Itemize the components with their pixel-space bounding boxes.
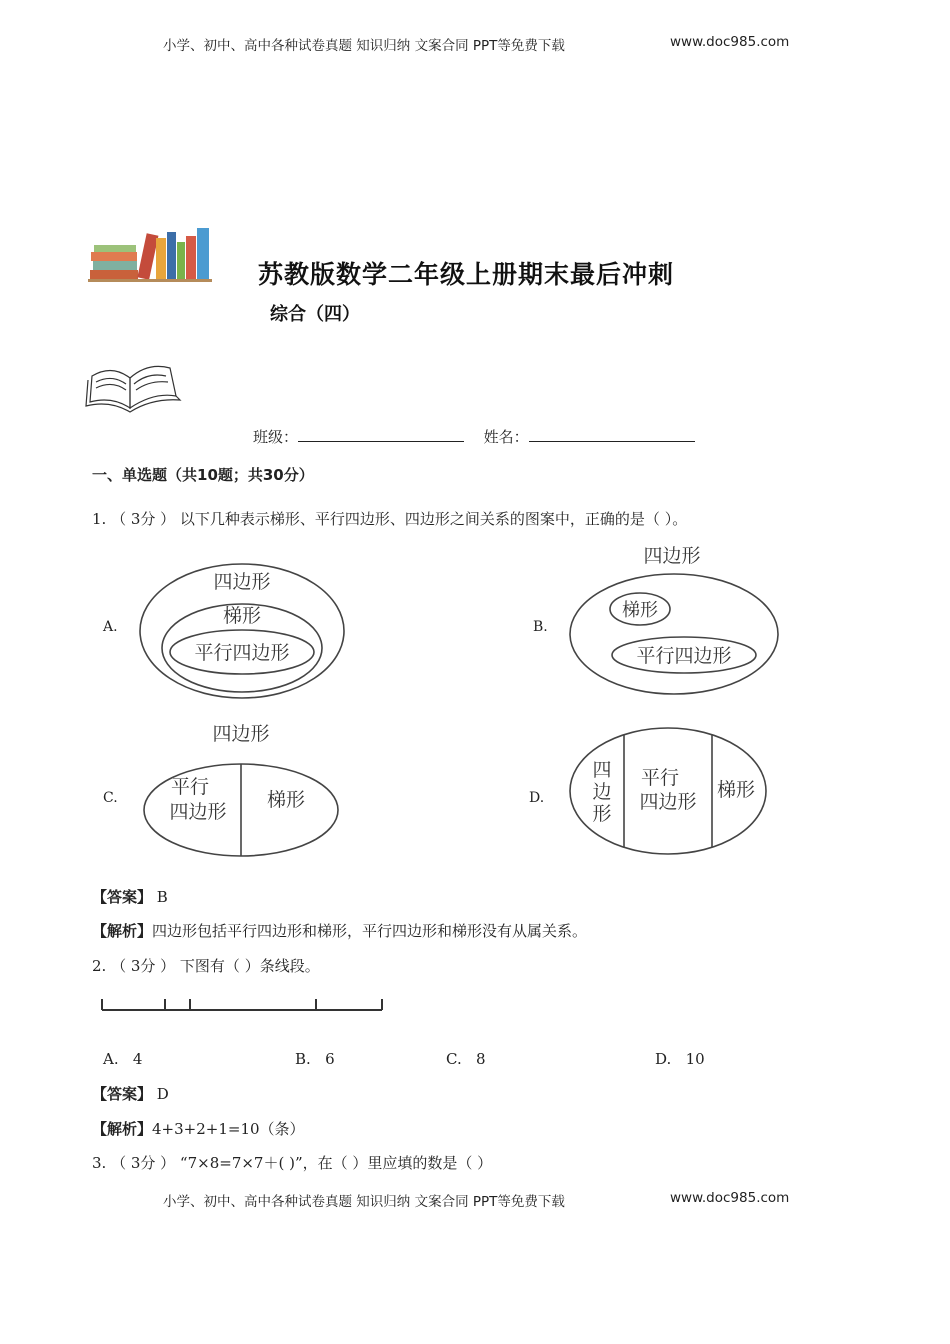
q1-option-b-diagram[interactable] [568,540,780,696]
q2-answer-value: D [156,1085,169,1103]
name-field[interactable] [529,427,695,442]
q1-answer-value: B [156,888,168,906]
class-field[interactable] [298,427,464,442]
books-illustration [88,224,212,286]
q2-option-b-label: B. [295,1050,311,1068]
banner-url-link[interactable]: www.doc985.com [670,34,790,50]
q1-option-a-label[interactable]: A. [103,619,118,635]
question-2-stem: 2. （ 3分 ） 下图有（ ）条线段。 [92,957,320,975]
q2-option-b-value: 6 [325,1050,335,1068]
q1-c-left-line2: 四边形 [169,801,227,823]
q1-b-outer-text: 四边形 [643,545,701,567]
q1-d-col1-char2: 边 [592,781,612,803]
name-label: 姓名： [483,428,529,446]
page-title: 苏教版数学二年级上册期末最后冲刺 [258,260,675,289]
q2-option-b[interactable] [295,1050,335,1068]
q2-answer [92,1083,169,1104]
q1-d-col1-char1: 四 [592,759,612,781]
q2-analysis-text: 4+3+2+1=10（条） [152,1120,305,1138]
q1-option-d-label[interactable]: D. [529,790,545,806]
q2-option-c-label: C. [446,1050,462,1068]
q1-analysis-text: 四边形包括平行四边形和梯形，平行四边形和梯形没有从属关系。 [152,922,588,940]
q1-analysis [92,920,587,941]
q1-a-middle-text: 梯形 [222,605,262,627]
q2-option-a-label: A. [103,1050,119,1068]
q2-option-d-label: D. [655,1050,672,1068]
q2-option-d[interactable] [655,1050,705,1068]
q2-analysis [92,1118,305,1139]
open-book-illustration [84,350,182,418]
header-banner [163,34,565,54]
q1-b-left-text: 梯形 [622,600,658,621]
q1-c-left-line1: 平行 [170,776,210,798]
q1-a-outer-text: 四边形 [213,571,271,593]
q1-d-col1-char3: 形 [592,803,612,825]
q1-b-right-text: 平行四边形 [636,645,732,667]
question-3-stem: 3. （ 3分 ） “7×8=7×7＋( )”，在（ ）里应填的数是（ ） [92,1154,493,1172]
q1-a-inner-text: 平行四边形 [194,642,290,664]
q2-option-a-value: 4 [132,1050,143,1068]
q2-option-a[interactable] [103,1050,142,1068]
page-subtitle: 综合（四） [270,304,360,325]
q1-d-col2-line1: 平行 [640,767,680,789]
q1-option-a-diagram[interactable] [136,560,348,702]
q1-d-col2-line2: 四边形 [639,791,697,813]
banner-text: 小学、初中、高中各种试卷真题 知识归纳 文案合同 PPT等免费下载 [163,38,565,54]
footer-banner-text: 小学、初中、高中各种试卷真题 知识归纳 文案合同 PPT等免费下载 [163,1194,565,1210]
q1-option-c-label[interactable]: C. [103,790,118,806]
q1-c-right-text: 梯形 [266,789,306,811]
footer-url-link[interactable]: www.doc985.com [670,1190,790,1206]
q2-option-d-value: 10 [685,1050,705,1068]
q1-option-d-diagram[interactable] [566,724,770,858]
footer-banner [163,1190,565,1210]
q2-analysis-tag: 【解析】 [92,1120,153,1138]
header-url[interactable] [670,34,789,50]
q1-c-outer-text: 四边形 [212,723,270,745]
student-info [253,426,695,447]
section-heading: 一、单选题（共10题；共30分） [92,466,314,484]
footer-url[interactable] [670,1190,789,1206]
q2-segment-figure [98,996,388,1016]
q1-answer [92,886,168,907]
q2-option-c-value: 8 [476,1050,486,1068]
q1-option-b-label[interactable]: B. [533,619,548,635]
q1-analysis-tag: 【解析】 [92,922,153,940]
q2-answer-tag: 【答案】 [92,1085,153,1103]
q1-d-col3-text: 梯形 [716,779,756,801]
q1-answer-tag: 【答案】 [92,888,153,906]
class-label: 班级： [253,428,299,446]
q1-option-c-diagram[interactable] [140,718,344,860]
q2-option-c[interactable] [446,1050,486,1068]
question-1-stem: 1. （ 3分 ） 以下几种表示梯形、平行四边形、四边形之间关系的图案中，正确的是（ ）。 [92,510,688,528]
